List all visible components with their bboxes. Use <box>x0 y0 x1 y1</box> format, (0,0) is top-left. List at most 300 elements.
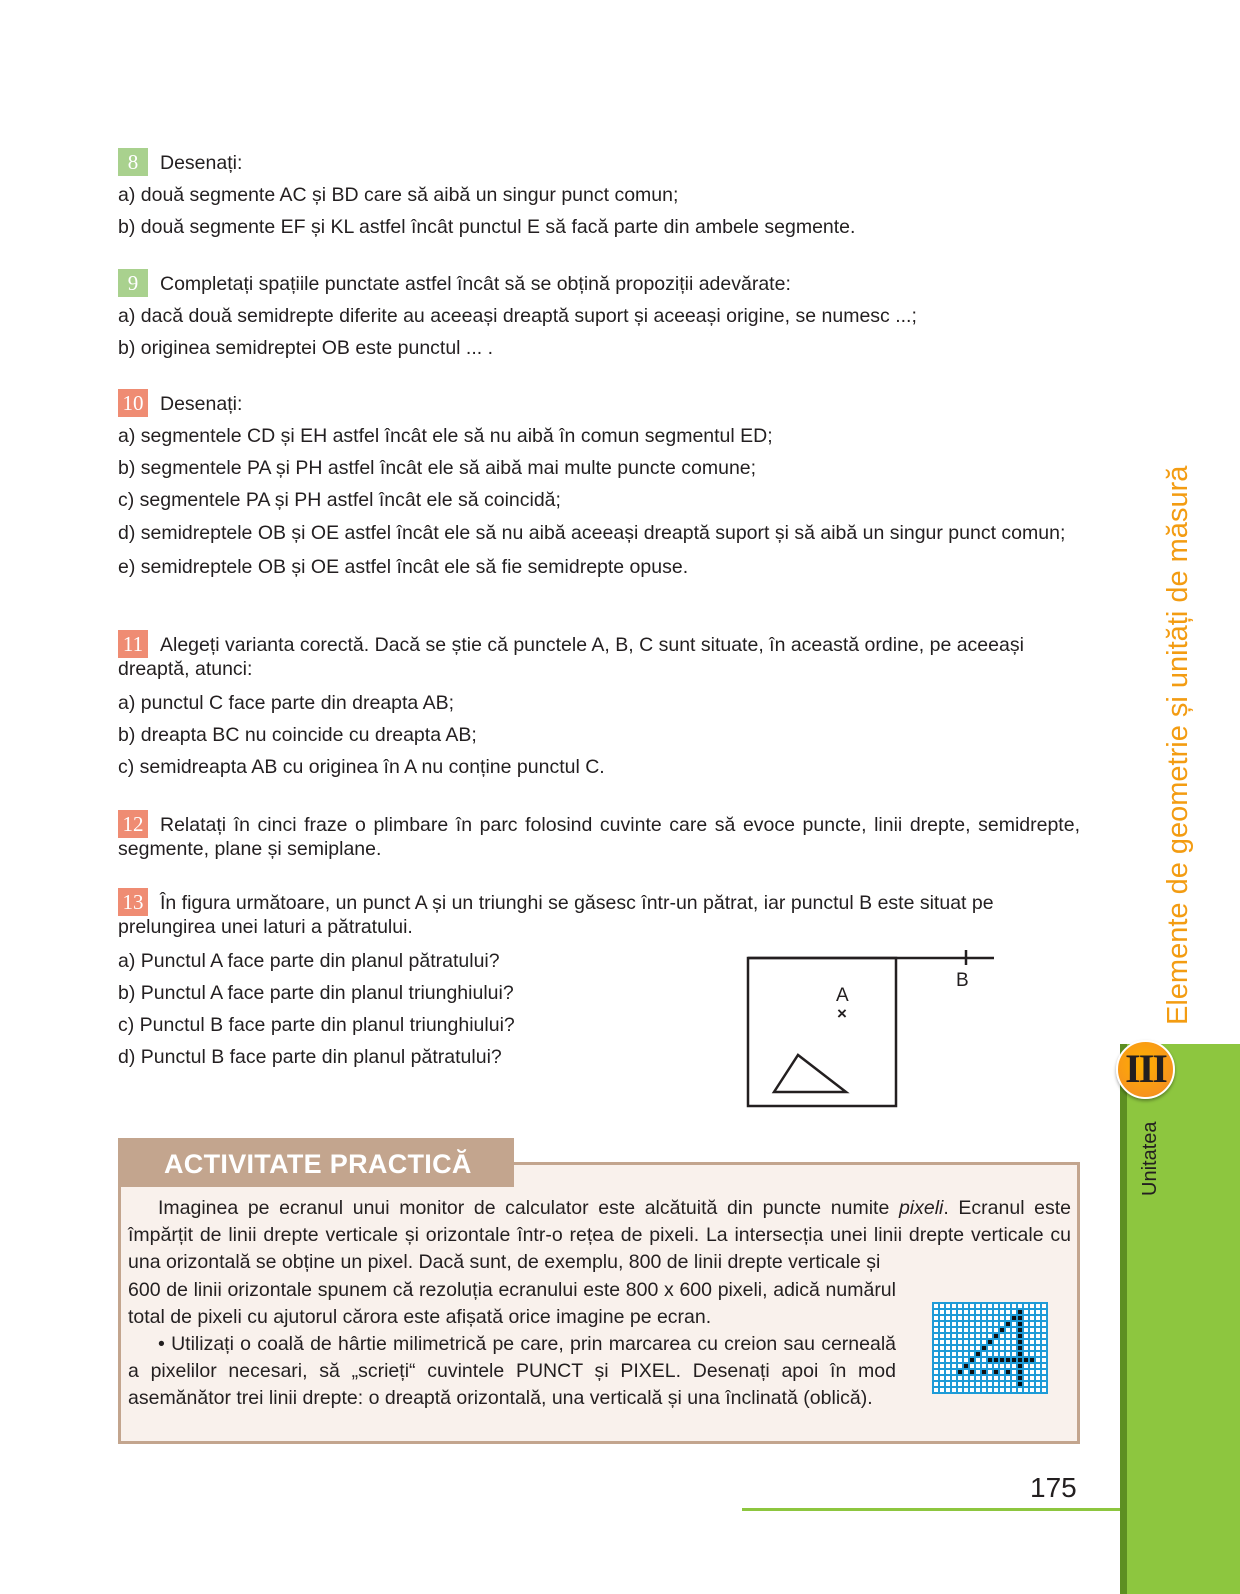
pixel-cell <box>964 1376 968 1380</box>
pixel-cell <box>976 1388 980 1392</box>
pixel-cell <box>964 1322 968 1326</box>
exercise-item: b) segmentele PA și PH astfel încât ele să aibă mai multe puncte comune; <box>118 457 757 479</box>
pixel-cell <box>1000 1382 1004 1386</box>
pixel-cell <box>958 1316 962 1320</box>
pixel-cell <box>976 1310 980 1314</box>
pixel-cell <box>952 1358 956 1362</box>
pixel-cell <box>1018 1310 1022 1314</box>
pixel-cell <box>940 1316 944 1320</box>
pixel-cell <box>1024 1352 1028 1356</box>
exercise-item: b) două segmente EF și KL astfel încât punctul E să facă parte din ambele segmente. <box>118 216 856 238</box>
pixel-cell <box>1024 1304 1028 1308</box>
pixel-cell <box>970 1310 974 1314</box>
exercise-item: d) Punctul B face parte din planul pătratului? <box>118 1046 502 1068</box>
pixel-cell <box>1006 1304 1010 1308</box>
pixel-cell <box>1042 1322 1046 1326</box>
pixel-cell <box>958 1334 962 1338</box>
pixel-cell <box>976 1322 980 1326</box>
pixel-cell <box>1000 1370 1004 1374</box>
exercise-number: 11 <box>118 630 148 658</box>
pixel-cell <box>970 1388 974 1392</box>
pixel-cell <box>958 1388 962 1392</box>
pixel-cell <box>934 1310 938 1314</box>
pixel-cell <box>1036 1316 1040 1320</box>
pixel-cell <box>1030 1388 1034 1392</box>
pixel-cell <box>1030 1346 1034 1350</box>
pixel-cell <box>1042 1388 1046 1392</box>
pixel-cell <box>946 1310 950 1314</box>
pixel-cell <box>970 1376 974 1380</box>
pixel-cell <box>1042 1352 1046 1356</box>
pixel-cell <box>1024 1376 1028 1380</box>
unit-title: Elemente de geometrie și unități de măsură <box>1162 465 1194 1025</box>
pixel-cell <box>970 1328 974 1332</box>
pixel-cell <box>940 1322 944 1326</box>
unit-label: Unitatea <box>1139 1121 1161 1196</box>
pixel-cell <box>1000 1364 1004 1368</box>
pixel-cell <box>1042 1310 1046 1314</box>
pixel-cell <box>1036 1340 1040 1344</box>
pixel-cell <box>970 1334 974 1338</box>
pixel-cell <box>946 1370 950 1374</box>
pixel-cell <box>994 1382 998 1386</box>
pixel-cell <box>934 1316 938 1320</box>
pixel-cell <box>964 1370 968 1374</box>
pixel-cell <box>1036 1376 1040 1380</box>
pixel-cell <box>934 1304 938 1308</box>
pixel-cell <box>964 1340 968 1344</box>
pixel-cell <box>934 1358 938 1362</box>
unit-number-badge: III <box>1116 1040 1175 1099</box>
pixel-cell <box>1006 1382 1010 1386</box>
pixel-cell <box>1000 1358 1004 1362</box>
pixel-cell <box>982 1358 986 1362</box>
pixel-cell <box>1036 1388 1040 1392</box>
pixel-cell <box>988 1310 992 1314</box>
pixel-cell <box>1018 1334 1022 1338</box>
pixel-cell <box>1012 1382 1016 1386</box>
pixel-cell <box>1042 1304 1046 1308</box>
pixel-cell <box>940 1328 944 1332</box>
pixel-cell <box>1042 1334 1046 1338</box>
pixel-cell <box>1012 1358 1016 1362</box>
pixel-cell <box>988 1322 992 1326</box>
pixel-cell <box>958 1310 962 1314</box>
pixel-cell <box>976 1304 980 1308</box>
activity-paragraph-1-end: 600 de linii orizontale spunem că rezoluția ecranului este 800 x 600 pixeli, adică numărul total de pixeli cu ajutorul cărora este afișată orice imagine pe ecran. <box>128 1278 896 1328</box>
pixel-cell <box>994 1376 998 1380</box>
pixel-cell <box>982 1322 986 1326</box>
pixel-cell <box>1018 1382 1022 1386</box>
pixel-cell <box>1042 1370 1046 1374</box>
pixel-cell <box>1030 1316 1034 1320</box>
pixel-cell <box>964 1358 968 1362</box>
pixel-cell <box>994 1304 998 1308</box>
pixel-cell <box>946 1376 950 1380</box>
pixel-cell <box>994 1334 998 1338</box>
pixel-cell <box>1012 1388 1016 1392</box>
pixel-cell <box>970 1304 974 1308</box>
pixel-cell <box>1030 1304 1034 1308</box>
pixel-cell <box>970 1370 974 1374</box>
pixel-cell <box>1024 1334 1028 1338</box>
point-a-mark: × <box>837 1004 847 1023</box>
pixel-cell <box>958 1304 962 1308</box>
pixel-cell <box>1012 1376 1016 1380</box>
pixel-cell <box>988 1316 992 1320</box>
pixel-cell <box>934 1346 938 1350</box>
pixel-cell <box>994 1346 998 1350</box>
exercise-item: a) segmentele CD și EH astfel încât ele să nu aibă în comun segmentul ED; <box>118 425 773 447</box>
pixel-cell <box>1036 1304 1040 1308</box>
pixel-cell <box>1018 1346 1022 1350</box>
pixel-cell <box>976 1370 980 1374</box>
pixel-cell <box>1018 1340 1022 1344</box>
pixel-cell <box>952 1376 956 1380</box>
pixel-cell <box>1024 1328 1028 1332</box>
pixel-cell <box>988 1370 992 1374</box>
pixel-cell <box>952 1388 956 1392</box>
pixel-cell <box>988 1364 992 1368</box>
exercise-9 <box>118 268 1080 364</box>
pixel-cell <box>1024 1340 1028 1344</box>
pixel-cell <box>1024 1346 1028 1350</box>
pixel-cell <box>1036 1370 1040 1374</box>
page-number: 175 <box>1030 1472 1077 1503</box>
pixel-cell <box>1006 1376 1010 1380</box>
pixel-cell <box>1012 1328 1016 1332</box>
pixel-cell <box>988 1376 992 1380</box>
pixel-cell <box>1006 1358 1010 1362</box>
pixel-cell <box>1018 1358 1022 1362</box>
pixel-cell <box>994 1322 998 1326</box>
pixel-cell <box>1018 1388 1022 1392</box>
pixel-cell <box>946 1388 950 1392</box>
pixel-cell <box>994 1364 998 1368</box>
pixel-cell <box>1018 1376 1022 1380</box>
pixel-cell <box>946 1382 950 1386</box>
pixel-cell <box>982 1340 986 1344</box>
pixel-cell <box>1018 1304 1022 1308</box>
pixel-cell <box>988 1340 992 1344</box>
pixel-cell <box>964 1388 968 1392</box>
pixel-cell <box>1012 1364 1016 1368</box>
exercise-item: b) originea semidreptei OB este punctul ... . <box>118 337 494 359</box>
triangle-shape <box>774 1055 846 1092</box>
pixel-cell <box>1018 1328 1022 1332</box>
pixel-cell <box>1006 1352 1010 1356</box>
pixel-cell <box>946 1316 950 1320</box>
pixel-cell <box>934 1340 938 1344</box>
pixel-cell <box>1006 1370 1010 1374</box>
exercise-title: Relatați în cinci fraze o plimbare în parc folosind cuvinte care să evoce puncte, linii drepte, semidrepte, segmente, plane și semiplane. <box>118 814 1080 860</box>
exercise-item: c) segmentele PA și PH astfel încât ele să coincidă; <box>118 489 561 511</box>
pixel-cell <box>1030 1340 1034 1344</box>
pixel-cell <box>976 1328 980 1332</box>
pixel-cell <box>952 1322 956 1326</box>
pixel-cell <box>1030 1328 1034 1332</box>
pixel-cell <box>946 1364 950 1368</box>
pixel-cell <box>1012 1352 1016 1356</box>
exercise-number: 9 <box>118 269 148 297</box>
exercise-item: a) două segmente AC și BD care să aibă un singur punct comun; <box>118 184 679 206</box>
pixel-cell <box>988 1328 992 1332</box>
pixel-cell <box>988 1304 992 1308</box>
exercise-item: c) semidreapta AB cu originea în A nu conține punctul C. <box>118 756 605 778</box>
pixel-cell <box>1042 1358 1046 1362</box>
pixel-cell <box>1012 1310 1016 1314</box>
pixel-cell <box>1012 1322 1016 1326</box>
pixel-cell <box>1030 1352 1034 1356</box>
pixel-cell <box>1030 1370 1034 1374</box>
pixel-cell <box>1024 1316 1028 1320</box>
pixel-cell <box>994 1340 998 1344</box>
point-a-label: A <box>836 985 849 1006</box>
pixel-cell <box>1036 1310 1040 1314</box>
pixel-cell <box>994 1310 998 1314</box>
pixel-cell <box>1024 1370 1028 1374</box>
pixel-cell <box>940 1334 944 1338</box>
pixel-cell <box>994 1370 998 1374</box>
pixel-cell <box>1000 1346 1004 1350</box>
pixel-grid-image <box>932 1302 1048 1396</box>
pixel-cell <box>958 1322 962 1326</box>
pixel-cell <box>1000 1316 1004 1320</box>
pixel-cell <box>988 1334 992 1338</box>
pixel-cell <box>982 1328 986 1332</box>
pixel-cell <box>1036 1334 1040 1338</box>
exercise-title: Desenați: <box>160 393 243 415</box>
pixel-cell <box>1000 1304 1004 1308</box>
pixel-cell <box>1042 1376 1046 1380</box>
pixel-cell <box>1042 1328 1046 1332</box>
pixel-cell <box>940 1346 944 1350</box>
pixel-cell <box>964 1316 968 1320</box>
pixel-cell <box>964 1382 968 1386</box>
pixel-cell <box>1012 1316 1016 1320</box>
exercise-number: 12 <box>118 810 148 838</box>
pixel-cell <box>964 1304 968 1308</box>
pixel-cell <box>946 1346 950 1350</box>
square-triangle-figure <box>740 945 1000 1115</box>
pixel-cell <box>976 1382 980 1386</box>
pixel-cell <box>964 1310 968 1314</box>
pixel-cell <box>1000 1388 1004 1392</box>
activity-text <box>128 1195 1071 1413</box>
pixel-cell <box>1030 1358 1034 1362</box>
pixel-cell <box>976 1334 980 1338</box>
pixel-cell <box>1042 1340 1046 1344</box>
pixel-cell <box>940 1352 944 1356</box>
pixel-cell <box>940 1364 944 1368</box>
pixel-cell <box>1006 1334 1010 1338</box>
pixel-cell <box>934 1376 938 1380</box>
pixel-cell <box>940 1340 944 1344</box>
pixel-cell <box>1000 1322 1004 1326</box>
pixel-cell <box>958 1382 962 1386</box>
pixel-cell <box>1042 1316 1046 1320</box>
exercise-10 <box>118 388 1080 583</box>
pixel-cell <box>976 1346 980 1350</box>
pixel-cell <box>970 1382 974 1386</box>
pixel-cell <box>1012 1334 1016 1338</box>
pixel-cell <box>976 1376 980 1380</box>
pixel-cell <box>940 1388 944 1392</box>
pixel-cell <box>994 1358 998 1362</box>
activity-paragraph-2: • Utilizați o coală de hârtie milimetrică pe care, prin marcarea cu creion sau cerneală a pixelilor necesari, să „scrieți“ cuvintele PUNCT și PIXEL. Desenați apoi în mod asemănător trei linii drepte: o dreaptă orizontală, una verticală și una înclinată (oblică). <box>128 1333 896 1410</box>
pixel-cell <box>952 1316 956 1320</box>
pixel-cell <box>940 1376 944 1380</box>
pixel-cell <box>952 1370 956 1374</box>
pixel-cell <box>958 1358 962 1362</box>
pixel-cell <box>988 1388 992 1392</box>
pixel-cell <box>994 1328 998 1332</box>
pixel-cell <box>952 1340 956 1344</box>
exercise-title: Alegeți varianta corectă. Dacă se știe că punctele A, B, C sunt situate, în această ordine, pe aceeași dreaptă, atunci: <box>118 634 1024 680</box>
pixel-cell <box>1012 1304 1016 1308</box>
pixel-cell <box>1024 1382 1028 1386</box>
pixel-cell <box>1006 1316 1010 1320</box>
pixel-cell <box>1036 1364 1040 1368</box>
exercise-11 <box>118 630 1080 783</box>
pixel-cell <box>964 1328 968 1332</box>
pixel-cell <box>976 1340 980 1344</box>
pixel-cell <box>952 1304 956 1308</box>
pixel-cell <box>982 1304 986 1308</box>
pixel-cell <box>1024 1364 1028 1368</box>
pixel-cell <box>982 1310 986 1314</box>
pixel-cell <box>988 1358 992 1362</box>
pixel-cell <box>1000 1340 1004 1344</box>
pixel-cell <box>946 1358 950 1362</box>
pixel-cell <box>940 1370 944 1374</box>
pixel-cell <box>952 1346 956 1350</box>
pixel-cell <box>958 1370 962 1374</box>
pixel-cell <box>982 1352 986 1356</box>
pixel-cell <box>964 1352 968 1356</box>
pixel-cell <box>982 1388 986 1392</box>
pixel-cell <box>934 1370 938 1374</box>
pixel-cell <box>958 1328 962 1332</box>
pixel-cell <box>988 1352 992 1356</box>
pixel-cell <box>970 1322 974 1326</box>
pixel-cell <box>1030 1364 1034 1368</box>
pixel-cell <box>970 1316 974 1320</box>
pixel-cell <box>1012 1370 1016 1374</box>
point-b-label: B <box>956 970 969 991</box>
pixel-cell <box>970 1346 974 1350</box>
pixel-cell <box>1018 1316 1022 1320</box>
pixel-cell <box>1030 1382 1034 1386</box>
exercise-title: Desenați: <box>160 152 243 174</box>
pixel-cell <box>964 1364 968 1368</box>
pixel-cell <box>1042 1346 1046 1350</box>
pixel-cell <box>964 1334 968 1338</box>
pixel-cell <box>952 1310 956 1314</box>
footer-line <box>742 1508 1120 1511</box>
pixel-cell <box>976 1358 980 1362</box>
exercise-item: c) Punctul B face parte din planul triunghiului? <box>118 1014 515 1036</box>
pixel-cell <box>1036 1352 1040 1356</box>
pixel-cell <box>994 1388 998 1392</box>
pixel-cell <box>946 1322 950 1326</box>
pixel-cell <box>1006 1364 1010 1368</box>
pixel-cell <box>940 1304 944 1308</box>
pixel-cell <box>946 1334 950 1338</box>
exercise-item: d) semidreptele OB și OE astfel încât ele să nu aibă aceeași dreaptă suport și să aibă un singur punct comun; <box>118 522 1066 544</box>
square-shape <box>748 958 896 1106</box>
exercise-8 <box>118 147 1080 243</box>
activity-heading: ACTIVITATE PRACTICĂ <box>118 1138 514 1187</box>
pixel-cell <box>1042 1382 1046 1386</box>
pixel-cell <box>958 1364 962 1368</box>
pixel-cell <box>976 1352 980 1356</box>
pixel-cell <box>1024 1310 1028 1314</box>
exercise-title: Completați spațiile punctate astfel încât să se obțină propoziții adevărate: <box>160 273 791 295</box>
pixel-cell <box>964 1346 968 1350</box>
pixel-cell <box>952 1382 956 1386</box>
pixel-cell <box>1036 1382 1040 1386</box>
pixel-cell <box>976 1364 980 1368</box>
pixel-cell <box>1006 1310 1010 1314</box>
exercise-item: b) Punctul A face parte din planul triunghiului? <box>118 982 514 1004</box>
pixel-cell <box>940 1358 944 1362</box>
pixel-cell <box>1030 1334 1034 1338</box>
exercise-number: 13 <box>118 888 148 916</box>
side-band-edge <box>1120 1044 1127 1594</box>
pixel-cell <box>958 1346 962 1350</box>
pixel-cell <box>1036 1346 1040 1350</box>
pixel-cell <box>982 1370 986 1374</box>
pixel-cell <box>982 1334 986 1338</box>
exercise-item: a) dacă două semidrepte diferite au aceeași dreaptă suport și aceeași origine, se numesc ...; <box>118 305 917 327</box>
exercise-number: 8 <box>118 148 148 176</box>
pixel-cell <box>958 1376 962 1380</box>
pixel-cell <box>970 1358 974 1362</box>
pixel-cell <box>934 1388 938 1392</box>
pixel-cell <box>1024 1322 1028 1326</box>
pixel-cell <box>1000 1352 1004 1356</box>
pixel-cell <box>1012 1346 1016 1350</box>
pixel-cell <box>958 1340 962 1344</box>
side-band <box>1120 1044 1240 1594</box>
pixel-cell <box>976 1316 980 1320</box>
pixel-cell <box>946 1352 950 1356</box>
pixel-cell <box>1036 1322 1040 1326</box>
pixel-cell <box>952 1364 956 1368</box>
pixel-cell <box>1006 1388 1010 1392</box>
pixel-cell <box>934 1382 938 1386</box>
pixel-cell <box>1000 1334 1004 1338</box>
pixel-cell <box>946 1340 950 1344</box>
pixel-cell <box>994 1316 998 1320</box>
pixel-cell <box>1018 1370 1022 1374</box>
pixel-cell <box>940 1310 944 1314</box>
pixel-cell <box>970 1340 974 1344</box>
pixel-cell <box>1006 1328 1010 1332</box>
pixel-cell <box>958 1352 962 1356</box>
pixel-cell <box>982 1316 986 1320</box>
exercise-item: a) punctul C face parte din dreapta AB; <box>118 692 455 714</box>
pixel-cell <box>982 1364 986 1368</box>
pixel-cell <box>1036 1328 1040 1332</box>
exercise-item: e) semidreptele OB și OE astfel încât ele să fie semidrepte opuse. <box>118 556 689 578</box>
pixel-cell <box>934 1352 938 1356</box>
pixel-cell <box>1018 1352 1022 1356</box>
pixel-cell <box>982 1376 986 1380</box>
pixel-cell <box>1030 1376 1034 1380</box>
activity-paragraph-1: Imaginea pe ecranul unui monitor de calculator este alcătuită din puncte numite pixeli. Ecranul este împărțit de linii drepte verticale și orizontale într-o rețea de pixeli. La intersecția unei linii drepte verticale cu una orizontală se obține un pixel. Dacă sunt, de exemplu, 800 de linii drepte verticale și <box>128 1197 1072 1274</box>
